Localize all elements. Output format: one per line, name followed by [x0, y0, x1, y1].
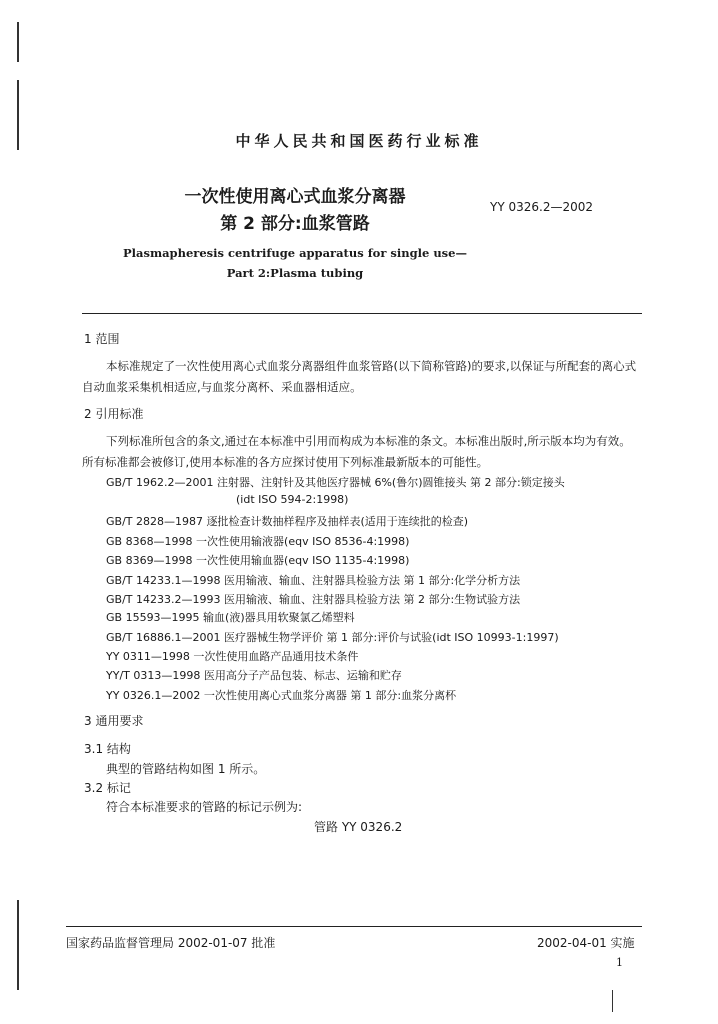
reference-item: GB/T 14233.2—1993 医用输液、输血、注射器具检验方法 第 2 部分:生物试验方法 [106, 593, 521, 606]
section-3-2-body: 符合本标准要求的管路的标记示例为: [106, 800, 303, 814]
section-3-1-heading: 3.1 结构 [84, 742, 131, 756]
approval-date: 国家药品监督管理局 2002-01-07 批准 [66, 936, 276, 950]
footer-divider [66, 926, 642, 927]
margin-mark [17, 900, 19, 990]
title-zh-line-2: 第 2 部分:血浆管路 [220, 214, 370, 234]
reference-item: GB/T 16886.1—2001 医疗器械生物学评价 第 1 部分:评价与试验(idt ISO 10993-1:1997) [106, 631, 559, 644]
section-1-body: 本标准规定了一次性使用离心式血浆分离器组件血浆管路(以下简称管路)的要求,以保证与所配套的离心式自动血浆采集机相适应,与血浆分离杯、采血器相适应。 [82, 359, 637, 394]
section-2-body: 下列标准所包含的条文,通过在本标准中引用而构成为本标准的条文。本标准出版时,所示版本均为有效。所有标准都会被修订,使用本标准的各方应探讨使用下列标准最新版本的可能性。 [82, 434, 631, 469]
reference-item: GB 8369—1998 一次性使用输血器(eqv ISO 1135-4:1998) [106, 554, 410, 567]
reference-item: GB/T 2828—1987 逐批检查计数抽样程序及抽样表(适用于连续批的检查) [106, 515, 469, 528]
header-divider [82, 313, 642, 314]
margin-mark [612, 990, 613, 1012]
effective-date: 2002-04-01 实施 [537, 936, 635, 950]
section-3-1-body: 典型的管路结构如图 1 所示。 [106, 762, 266, 776]
title-en-line-2: Part 2:Plasma tubing [226, 266, 364, 280]
standard-number: YY 0326.2—2002 [490, 200, 594, 214]
marking-example: 管路 YY 0326.2 [314, 820, 403, 834]
standard-organization: 中华人民共和国医药行业标准 [235, 132, 483, 150]
section-1-heading: 1 范围 [84, 332, 120, 346]
reference-item: (idt ISO 594-2:1998) [236, 493, 349, 506]
reference-item: GB/T 1962.2—2001 注射器、注射针及其他医疗器械 6%(鲁尔)圆锥接头 第 2 部分:锁定接头 [106, 476, 565, 489]
reference-item: GB/T 14233.1—1998 医用输液、输血、注射器具检验方法 第 1 部分:化学分析方法 [106, 574, 521, 587]
section-3-heading: 3 通用要求 [84, 714, 144, 728]
reference-item: YY 0326.1—2002 一次性使用离心式血浆分离器 第 1 部分:血浆分离杯 [106, 689, 457, 702]
section-2-heading: 2 引用标准 [84, 407, 144, 421]
title-en-line-1: Plasmapheresis centrifuge apparatus for single use— [123, 246, 467, 260]
margin-mark [17, 22, 19, 62]
page-number: 1 [616, 956, 623, 969]
section-3-2-heading: 3.2 标记 [84, 781, 131, 795]
reference-item: GB 8368—1998 一次性使用输液器(eqv ISO 8536-4:1998) [106, 535, 410, 548]
reference-item: YY/T 0313—1998 医用高分子产品包装、标志、运输和贮存 [106, 669, 402, 682]
reference-item: GB 15593—1995 输血(液)器具用软聚氯乙烯塑料 [106, 611, 355, 624]
reference-item: YY 0311—1998 一次性使用血路产品通用技术条件 [106, 650, 359, 663]
title-zh-line-1: 一次性使用离心式血浆分离器 [184, 187, 406, 207]
